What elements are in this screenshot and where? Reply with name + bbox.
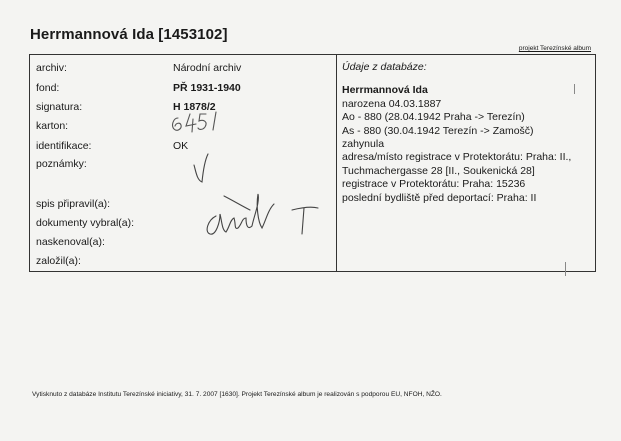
- database-line: poslední bydliště před deportací: Praha: II: [342, 191, 537, 204]
- field-label-archiv: archiv:: [36, 62, 67, 74]
- page-title: Herrmannová Ida [1453102]: [30, 26, 228, 43]
- database-line: Ao - 880 (28.04.1942 Praha -> Terezín): [342, 111, 525, 124]
- person-name: Herrmannová Ida: [342, 84, 428, 97]
- field-label-fond: fond:: [36, 82, 60, 94]
- field-label-signatura: signatura:: [36, 101, 83, 113]
- field-label-poznamky: poznámky:: [36, 158, 87, 170]
- column-divider: [336, 55, 337, 271]
- database-heading: Údaje z databáze:: [342, 61, 427, 73]
- field-value-archiv: Národní archiv: [173, 62, 242, 74]
- scan-artifact: [565, 262, 566, 276]
- project-label: projekt Terezínské album: [518, 45, 591, 52]
- database-line: registrace v Protektorátu: Praha: 15236: [342, 178, 526, 191]
- field-label-karton: karton:: [36, 120, 69, 132]
- field-value-identifikace: OK: [173, 140, 189, 152]
- database-line: narozena 04.03.1887: [342, 97, 442, 110]
- scan-artifact: [574, 84, 575, 94]
- field-label-zalozil: založil(a):: [36, 255, 81, 267]
- database-section: [342, 61, 592, 205]
- handwritten-check-mark: [194, 154, 208, 182]
- handwritten-annotations: [170, 110, 350, 240]
- database-line: As - 880 (30.04.1942 Terezín -> Zamošč): [342, 124, 534, 137]
- handwritten-signature: [207, 194, 318, 234]
- field-label-naskenoval: naskenoval(a):: [36, 236, 105, 248]
- handwritten-karton-number: [173, 112, 216, 132]
- record-card: [29, 54, 596, 272]
- footer-note: Vytisknuto z databáze Institutu Terezínské iniciativy, 31. 7. 2007 [1630]. Projekt Terezínské album je realizován s podporou EU, NFOH, NŽO.: [32, 391, 442, 398]
- database-line: zahynula: [342, 138, 385, 151]
- field-label-spis-pripravil: spis připravil(a):: [36, 198, 111, 210]
- database-line: adresa/místo registrace v Protektorátu: Praha: II.,: [342, 151, 572, 164]
- database-line: Tuchmachergasse 28 [II., Soukenická 28]: [342, 164, 535, 177]
- field-value-fond: PŘ 1931-1940: [173, 82, 241, 94]
- field-label-identifikace: identifikace:: [36, 140, 92, 152]
- field-value-signatura: H 1878/2: [173, 101, 216, 113]
- field-label-dokumenty-vybral: dokumenty vybral(a):: [36, 217, 135, 229]
